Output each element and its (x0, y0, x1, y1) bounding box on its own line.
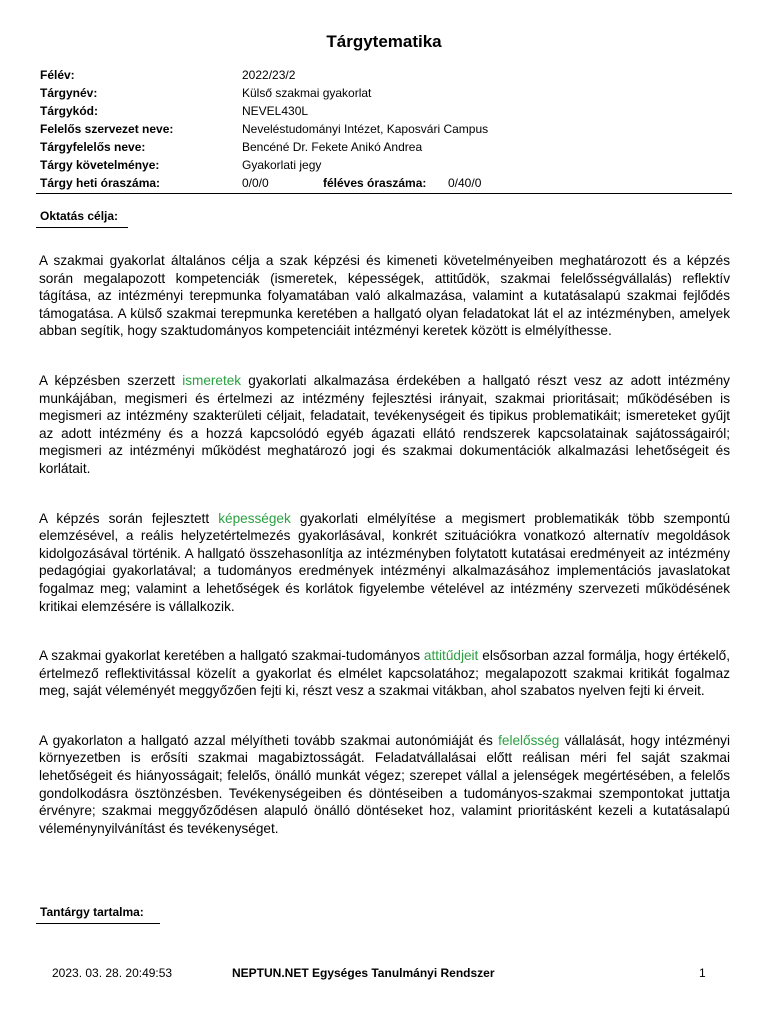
paragraph-skills (39, 510, 730, 616)
highlight-attitudjeit: attitűdjeit (423, 648, 479, 664)
footer-timestamp: 2023. 03. 28. 20:49:53 (52, 966, 173, 980)
meta-row-szervezet (40, 120, 730, 138)
felev-value: 2022/23/2 (242, 68, 296, 82)
meta-row-oraszam (40, 174, 730, 192)
meta-row-kovetelmeny (40, 156, 730, 174)
paragraph-skills-intro: A képzés során fejlesztett (39, 510, 219, 526)
meta-row-felev (40, 66, 730, 84)
heti-oraszam-label: Tárgy heti óraszáma: (40, 176, 161, 190)
header-divider (36, 193, 732, 194)
footer-page-number: 1 (699, 966, 706, 980)
paragraph-responsibility-intro: A gyakorlaton a hallgató azzal mélyítheti tovább szakmai autonómiáját és (39, 732, 499, 748)
targynev-value: Külső szakmai gyakorlat (242, 86, 372, 100)
targykod-value: NEVEL430L (242, 104, 309, 118)
paragraph-skills-rest: gyakorlati elmélyítése a megismert problematikák több szempontú elemzésével, a reális helyzetértelmezés gyakorlásával, konkrét szituációkra vonatkozó alternatív megoldások kidolgozásával történik. A hallgató összehasonlítja az intézményben folytatott kutatásai eredményeit az intézmény pedagógiai gyakorlatával; a tudományos eredmények intézményi alkalmazásához implementációs javaslatokat fogalmaz meg; valamint a lehetőségek és korlátok figyelembe vételével az intézmény szervezeti működésének kritikai elemzésére is vállalkozik. (39, 510, 730, 614)
paragraph-knowledge-rest: gyakorlati alkalmazása érdekében a hallgató részt vesz az adott intézmény munkájában, megismeri és értelmezi az intézmény fejlesztési irányait, szakmai prioritásait; működésében is megismeri az intézmény szakterületi céljait, feladatait, tevékenységeit és tipikus problematikáit; ismereteket gyűjt az adott intézmény és a hozzá kapcsolódó egyéb ágazati ellátó rendszerek kapcsolatainak sajátosságairól; megismeri az intézményi működést meghatározó jogi és szakmai dokumentációk alkalmazási lehetőségeit és korlátait. (39, 372, 730, 476)
targynev-label: Tárgynév: (40, 86, 98, 100)
goal-content (39, 252, 730, 869)
felelos-value: Bencéné Dr. Fekete Anikó Andrea (242, 140, 423, 154)
feleves-oraszam-label: féléves óraszáma: (323, 176, 427, 190)
meta-row-targynev (40, 84, 730, 102)
highlight-ismeretek: ismeretek (182, 372, 242, 388)
highlight-kepessegek: képességek (218, 510, 291, 526)
felev-label: Félév: (40, 68, 75, 82)
paragraph-general (39, 252, 730, 340)
meta-row-targykod (40, 102, 730, 120)
section-oktatas-celja: Oktatás célja: (40, 209, 119, 223)
footer-system-name: NEPTUN.NET Egységes Tanulmányi Rendszer (232, 966, 495, 980)
kovetelmeny-label: Tárgy követelménye: (40, 158, 160, 172)
szervezet-label: Felelős szervezet neve: (40, 122, 174, 136)
meta-row-felelos (40, 138, 730, 156)
kovetelmeny-value: Gyakorlati jegy (242, 158, 322, 172)
course-metadata (40, 66, 730, 192)
paragraph-responsibility-rest: vállalását, hogy intézményi környezetben is erősíti szakmai magabiztosságát. Feladatvállalásai előtt reálisan méri fel saját szakmai lehetőségeit és hiányosságait; felelős, önálló munkát végez; szerepet vállal a jelenségek megértésében, a felelős gondolkodásra ösztönzésben. Tevékenységeiben és döntéseiben a tudományos-szakmai szempontokat juttatja érvényre; szakmai meggyőződésen alapuló önálló döntéseket hoz, valamint prioritásként kezeli a kutatásalapú véleménynyilvánítást és tevékenységet. (39, 732, 730, 836)
paragraph-attitudes-rest: elsősorban azzal formálja, hogy értékelő, értelmező reflektivitással közelít a gyakorlat és elmélet kapcsolatához; megalapozott szakmai kritikát fogalmaz meg, saját véleményét meggyőzően fejti ki, részt vesz a szakmai vitákban, ahol szabatos nyelven fejti ki érveit. (39, 648, 730, 699)
felelos-label: Tárgyfelelős neve: (40, 140, 146, 154)
paragraph-attitudes-intro: A szakmai gyakorlat keretében a hallgató szakmai-tudományos (39, 648, 424, 664)
feleves-oraszam-value: 0/40/0 (448, 176, 482, 190)
page-title: Tárgytematika (326, 32, 442, 51)
section-tantargy-tartalma-underline (36, 923, 160, 924)
highlight-felelosseg: felelősség (498, 732, 560, 748)
paragraph-attitudes (39, 647, 730, 700)
paragraph-knowledge-intro: A képzésben szerzett (39, 372, 183, 388)
targykod-label: Tárgykód: (40, 104, 99, 118)
section-tantargy-tartalma: Tantárgy tartalma: (40, 905, 144, 919)
paragraph-general-text: A szakmai gyakorlat általános célja a szak képzési és kimeneti követelményeiben meghatározott és a képzés során megalapozott kompetenciák (ismeretek, képességek, attitűdök, szakmai felelősségvállalás) reflektív tágítása, az intézményi terepmunka folyamatában való alkalmazása, valamint a kutatásalapú szakmai fejlődés támogatása. A külső szakmai terepmunka keretében a hallgató olyan feladatokat lát el az intézményben, amelyek abban segítik, hogy szaktudományos kompetenciáit intézményi keretek között is elmélyíthesse. (39, 253, 730, 339)
paragraph-responsibility (39, 732, 730, 838)
szervezet-value: Neveléstudományi Intézet, Kaposvári Campus (242, 122, 489, 136)
section-oktatas-celja-underline (36, 227, 128, 228)
heti-oraszam-value: 0/0/0 (242, 176, 269, 190)
paragraph-knowledge (39, 372, 730, 478)
